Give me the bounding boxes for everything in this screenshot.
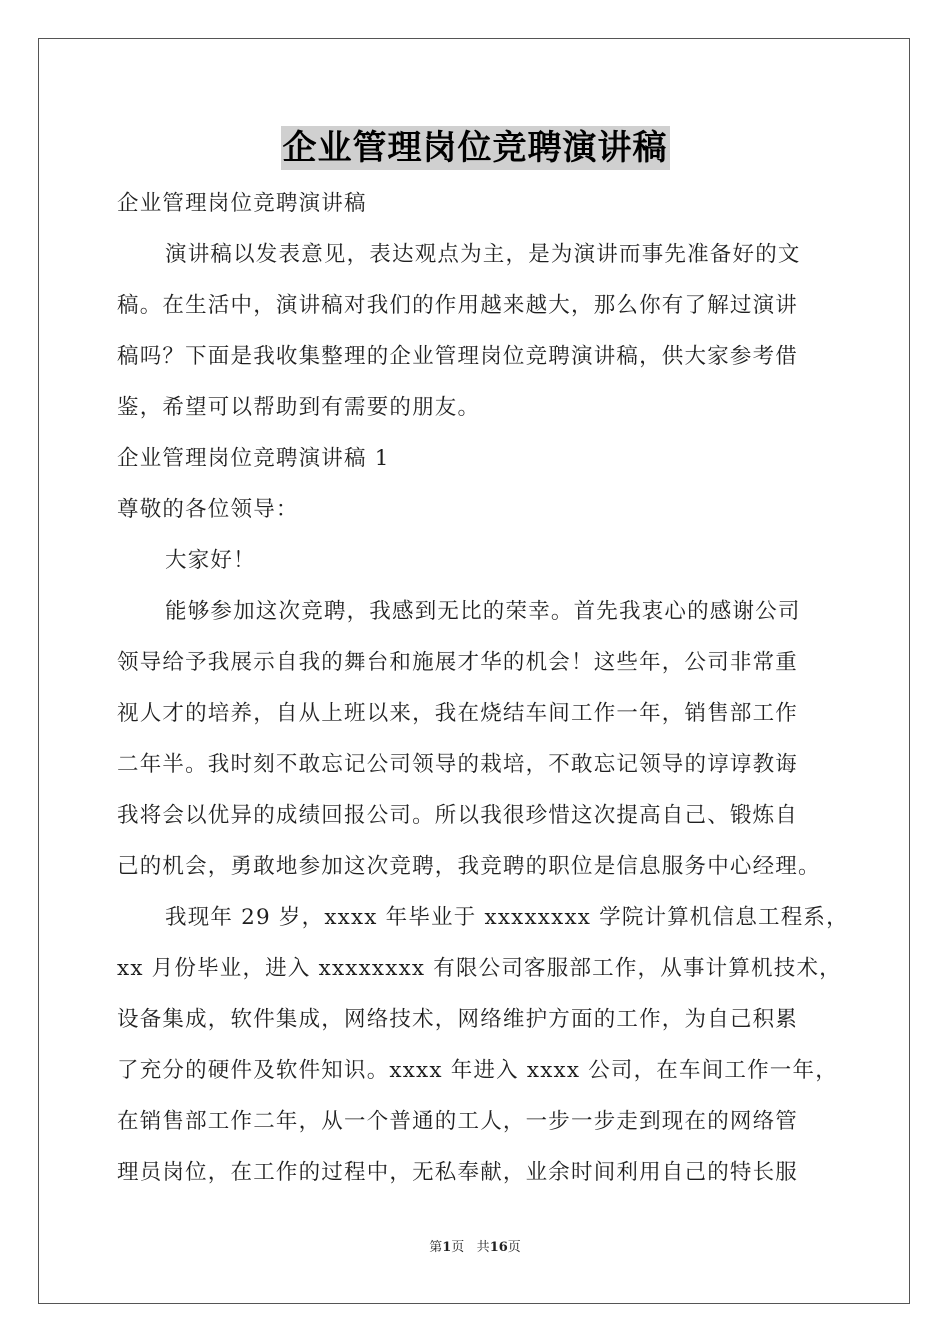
document-title: 企业管理岗位竞聘演讲稿: [282, 128, 668, 168]
title-container: [0, 126, 950, 170]
body-line: 二年半。我时刻不敢忘记公司领导的栽培，不敢忘记领导的谆谆教诲: [117, 752, 799, 777]
salutation: 尊敬的各位领导：: [117, 497, 299, 522]
body-line: 领导给予我展示自我的舞台和施展才华的机会！这些年，公司非常重: [117, 650, 799, 675]
page-number: 1: [442, 1240, 452, 1255]
body-line: 理员岗位，在工作的过程中，无私奉献，业余时间利用自己的特长服: [117, 1160, 799, 1185]
body-line: 我将会以优异的成绩回报公司。所以我很珍惜这次提高自己、锻炼自: [117, 803, 799, 828]
page-suffix: 页: [451, 1240, 465, 1255]
total-pages: 16: [489, 1240, 508, 1255]
body-line: 设备集成，软件集成，网络技术，网络维护方面的工作，为自己积累: [117, 1007, 799, 1032]
page-prefix: 第: [429, 1240, 443, 1255]
body-line: 己的机会，勇敢地参加这次竞聘，我竞聘的职位是信息服务中心经理。: [117, 854, 821, 879]
total-prefix: 共: [476, 1240, 490, 1255]
section-heading: 企业管理岗位竞聘演讲稿 1: [117, 446, 390, 471]
body-line: 在销售部工作二年，从一个普通的工人，一步一步走到现在的网络管: [117, 1109, 799, 1134]
body-line: 稿吗？下面是我收集整理的企业管理岗位竞聘演讲稿，供大家参考借: [117, 344, 799, 369]
body-line: 鉴，希望可以帮助到有需要的朋友。: [117, 395, 481, 420]
body-line: 了充分的硬件及软件知识。xxxx 年进入 xxxx 公司，在车间工作一年，: [117, 1058, 838, 1083]
greeting: 大家好！: [165, 548, 256, 573]
body-line: 我现年 29 岁，xxxx 年毕业于 xxxxxxxx 学院计算机信息工程系，: [165, 905, 849, 930]
body-line: 企业管理岗位竞聘演讲稿: [117, 191, 367, 216]
body-line: 演讲稿以发表意见，表达观点为主，是为演讲而事先准备好的文: [165, 242, 801, 267]
body-line: 能够参加这次竞聘，我感到无比的荣幸。首先我衷心的感谢公司: [165, 599, 801, 624]
body-line: 稿。在生活中，演讲稿对我们的作用越来越大，那么你有了解过演讲: [117, 293, 799, 318]
body-line: xx 月份毕业，进入 xxxxxxxx 有限公司客服部工作，从事计算机技术，: [117, 956, 842, 981]
page-footer: [0, 1236, 950, 1255]
document-body: [117, 178, 849, 1198]
total-suffix: 页: [507, 1240, 521, 1255]
body-line: 视人才的培养，自从上班以来，我在烧结车间工作一年，销售部工作: [117, 701, 799, 726]
